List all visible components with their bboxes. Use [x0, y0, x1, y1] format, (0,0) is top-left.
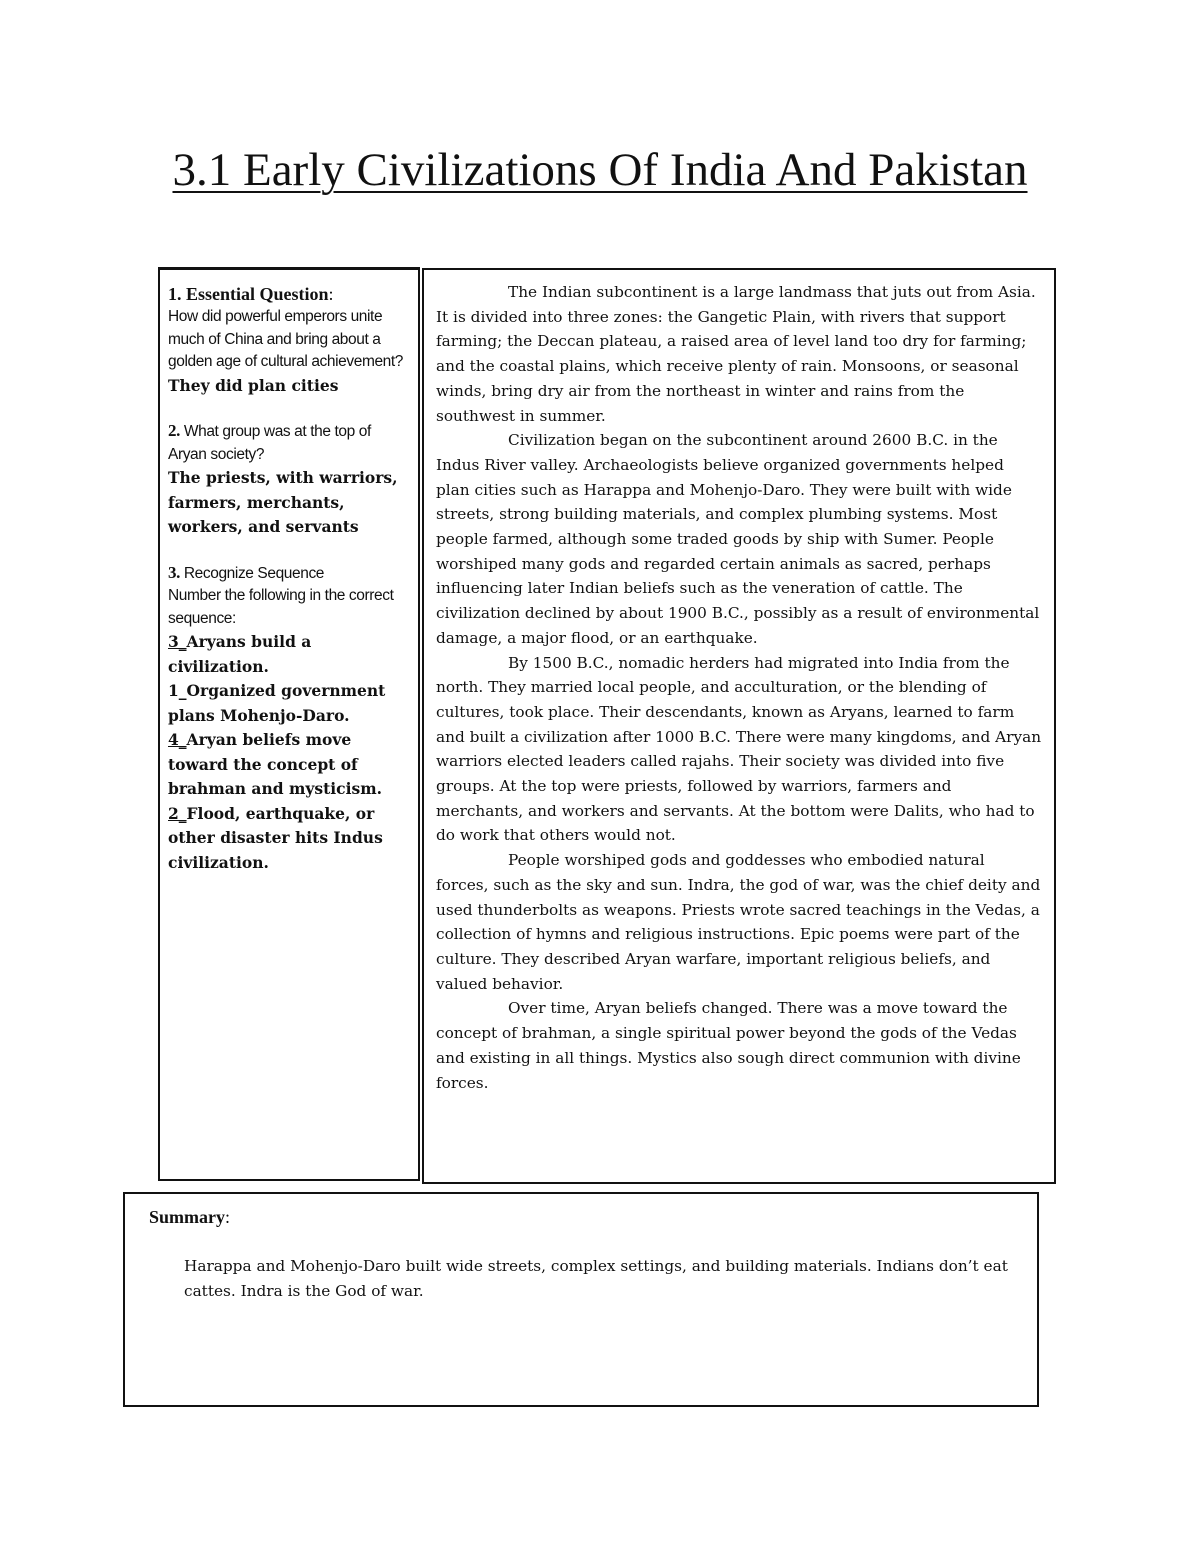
question-3-text-line2: Number the following in the correct sequence: — [168, 587, 394, 627]
notes-paragraph: Civilization began on the subcontinent around 2600 B.C. in the Indus River valley. Archaeologists believe organized governments helped plan cities such as Harappa and Mohenjo-Daro. They were built with wide streets, strong building materials, and complex plumbing systems. Most people farmed, although some traded goods by ship with Sumer. People worshiped many gods and regarded certain animals as sacred, perhaps influencing later Indian beliefs such as the veneration of cattle. The civilization declined by about 1900 B.C., possibly as a result of environmental damage, a major flood, or an earthquake. — [436, 431, 1040, 647]
question-2-answer: The priests, with warriors, farmers, merchants, workers, and servants — [168, 468, 398, 536]
question-2 — [168, 420, 410, 540]
page-title: 3.1 Early Civilizations Of India And Pakistan — [172, 144, 1028, 196]
question-1-number: 1. — [168, 284, 182, 304]
notes-paragraph: By 1500 B.C., nomadic herders had migrated into India from the north. They married local people, and acculturation, or the blending of cultures, took place. Their descendants, known as Aryans, learned to farm and built a civilization after 1000 B.C. There were many kingdoms, and Aryan warriors elected leaders called rajahs. Their society was divided into five groups. At the top were priests, followed by warriors, farmers and merchants, and workers and servants. At the bottom were Dalits, who had to do work that others would not. — [436, 653, 1042, 845]
summary-text: Harappa and Mohenjo-Daro built wide streets, complex settings, and building materials. Indians don’t eat cattes. Indra is the God of war. — [184, 1257, 1008, 1300]
summary-box — [123, 1192, 1039, 1407]
notes-paragraph: The Indian subcontinent is a large landmass that juts out from Asia. It is divided into three zones: the Gangetic Plain, with rivers that support farming; the Deccan plateau, a raised area of level land too dry for farming; and the coastal plains, which receive plenty of rain. Monsoons, or seasonal winds, bring dry air from the northeast in winter and rains from the southwest in summer. — [436, 283, 1036, 425]
question-3-text-line1: Recognize Sequence — [183, 564, 325, 582]
question-3-number: 3. — [168, 562, 180, 582]
sequence-item-text: Organized government plans Mohenjo-Daro. — [168, 681, 386, 725]
question-1-answer: They did plan cities — [168, 375, 339, 395]
question-1-colon: : — [328, 284, 334, 304]
question-2-text: What group was at the top of Aryan society? — [168, 423, 371, 463]
sequence-item-text: Aryans build a civilization. — [168, 632, 312, 676]
summary-label — [149, 1204, 1013, 1230]
sequence-item — [168, 802, 410, 876]
question-2-number: 2. — [168, 421, 180, 440]
sequence-item-number: 1_ — [168, 681, 187, 700]
notes-paragraph: People worshiped gods and goddesses who embodied natural forces, such as the sky and sun. Indra, the god of war, was the chief deity and used thunderbolts as weapons. Priests wrote sacred teachings in the Vedas, a collection of hymns and religious instructions. Epic poems were part of the culture. They described Aryan warfare, important religious beliefs, and valued behavior. — [436, 851, 1041, 993]
notes-column — [422, 268, 1056, 1184]
sequence-item-number: 2_ — [168, 803, 187, 823]
question-3 — [168, 562, 410, 876]
question-1-text: How did powerful emperors unite much of China and bring about a golden age of cultural achievement? — [168, 308, 404, 370]
summary-heading: Summary — [149, 1207, 225, 1227]
sequence-item-text: Aryan beliefs move toward the concept of brahman and mysticism. — [168, 730, 383, 798]
sequence-item-text: Flood, earthquake, or other disaster hits Indus civilization. — [168, 803, 383, 872]
notes-paragraph: Over time, Aryan beliefs changed. There was a move toward the concept of brahman, a single spiritual power beyond the gods of the Vedas and existing in all things. Mystics also sough direct communion with divine forces. — [436, 999, 1021, 1092]
sequence-item-number: 4_ — [168, 730, 187, 749]
sequence-item — [168, 679, 410, 728]
summary-colon: : — [225, 1207, 231, 1227]
questions-column — [158, 267, 420, 1181]
sequence-item — [168, 728, 410, 802]
question-1 — [168, 282, 410, 398]
sequence-item-number: 3_ — [168, 632, 187, 651]
sequence-item — [168, 630, 410, 679]
question-1-heading: Essential Question — [186, 284, 329, 304]
